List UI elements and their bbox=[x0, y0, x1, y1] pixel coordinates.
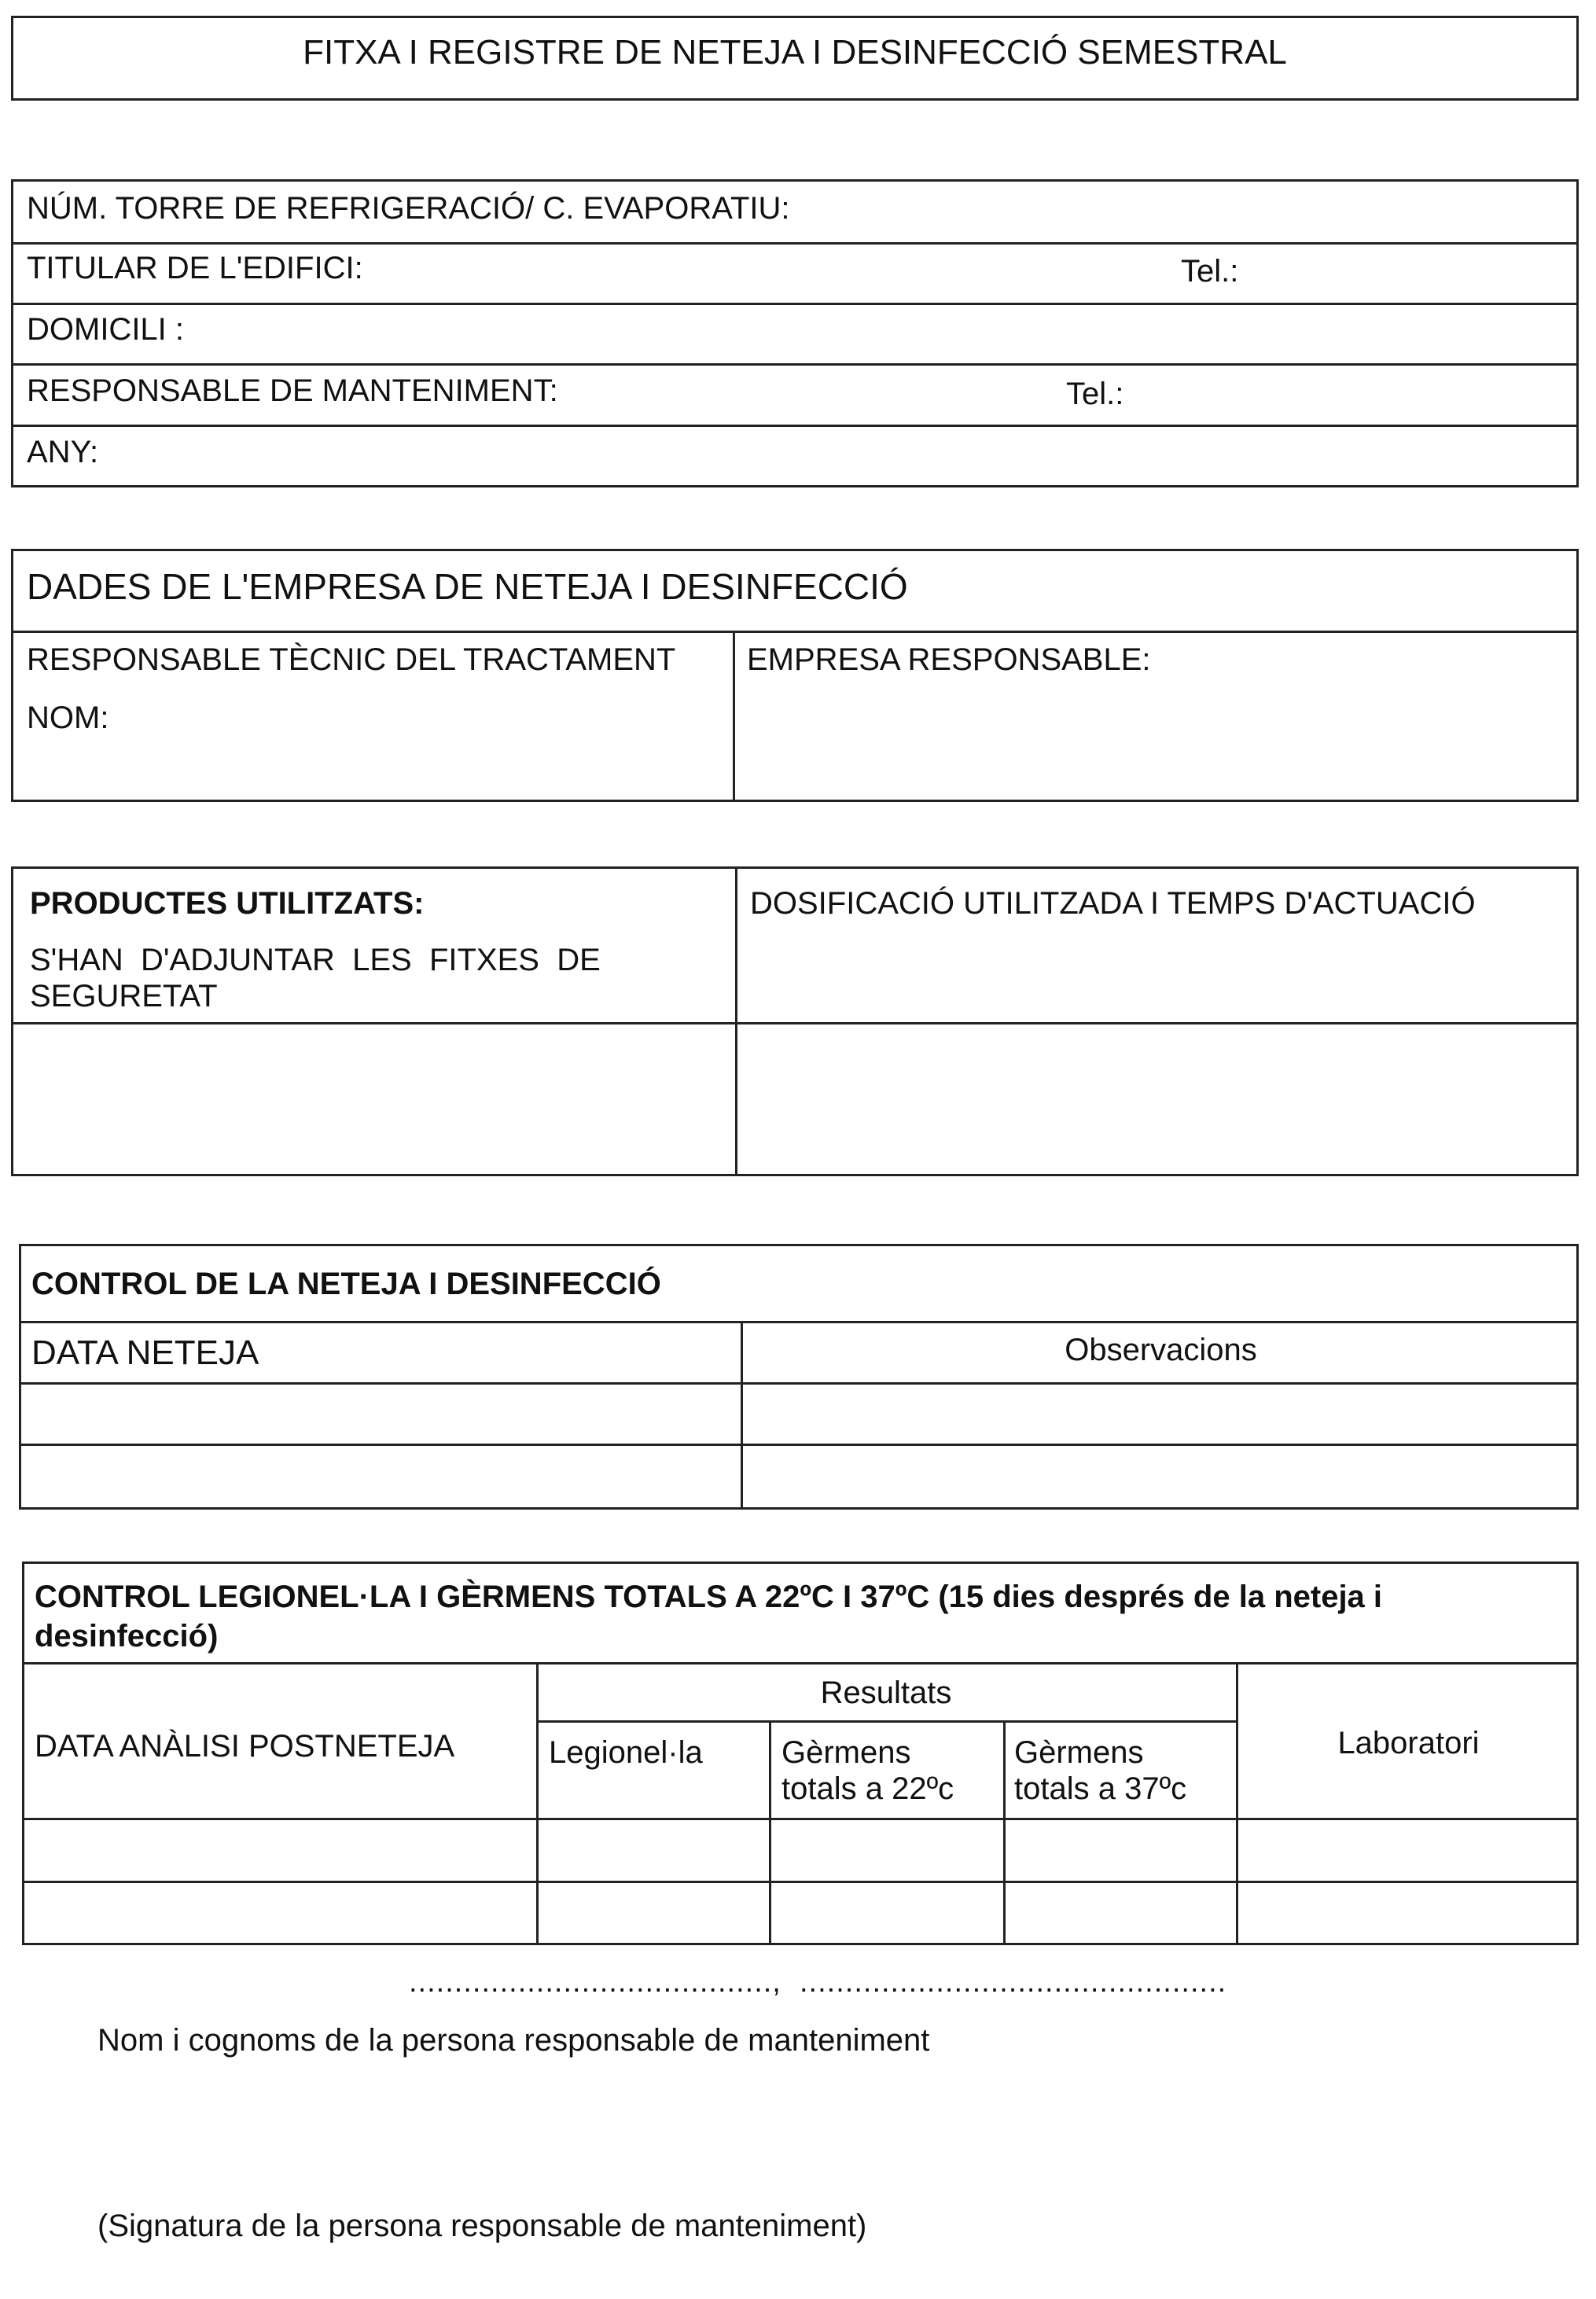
germs-22-cell[interactable] bbox=[774, 1885, 998, 1940]
laboratory-cell[interactable] bbox=[1241, 1823, 1574, 1876]
divider bbox=[11, 631, 1579, 633]
divider bbox=[735, 866, 737, 1176]
divider bbox=[11, 242, 1579, 245]
divider bbox=[11, 303, 1579, 305]
responsible-company-field[interactable]: EMPRESA RESPONSABLE: bbox=[747, 642, 1151, 677]
germs-37-header: Gèrmens bbox=[1014, 1735, 1144, 1770]
divider bbox=[22, 1662, 1579, 1664]
year-field[interactable]: ANY: bbox=[27, 435, 99, 469]
analysis-date-cell[interactable] bbox=[27, 1823, 531, 1876]
dosage-input-cell[interactable] bbox=[741, 1027, 1574, 1172]
germs-22-header: totals a 22ºc bbox=[781, 1771, 954, 1806]
divider bbox=[19, 1444, 1579, 1446]
divider bbox=[22, 1818, 1579, 1820]
signature-dotted-line[interactable]: ........................................, ............................................... bbox=[409, 1966, 1227, 1999]
legionella-control-heading: desinfecció) bbox=[35, 1619, 219, 1653]
owner-phone-field[interactable]: Tel.: bbox=[1181, 254, 1239, 289]
legionella-control-heading: CONTROL LEGIONEL·LA I GÈRMENS TOTALS A 22ºC I 37ºC (15 dies després de la neteja i bbox=[35, 1580, 1383, 1614]
divider bbox=[19, 1382, 1579, 1385]
dosage-label: DOSIFICACIÓ UTILITZADA I TEMPS D'ACTUACIÓ bbox=[750, 886, 1476, 921]
address-field[interactable]: DOMICILI : bbox=[27, 312, 185, 347]
germs-37-cell[interactable] bbox=[1008, 1823, 1231, 1876]
company-heading: DADES DE L'EMPRESA DE NETEJA I DESINFECCIÓ bbox=[27, 566, 908, 607]
divider bbox=[769, 1720, 771, 1945]
germs-37-header: totals a 37ºc bbox=[1014, 1771, 1187, 1806]
page-title: FITXA I REGISTRE DE NETEJA I DESINFECCIÓ SEMESTRAL bbox=[303, 33, 1287, 72]
divider bbox=[11, 1022, 1579, 1024]
building-owner-field[interactable]: TITULAR DE L'EDIFICI: bbox=[27, 251, 363, 285]
maintenance-manager-field[interactable]: RESPONSABLE DE MANTENIMENT: bbox=[27, 373, 558, 408]
safety-sheets-note: SEGURETAT bbox=[30, 979, 218, 1013]
divider bbox=[22, 1881, 1579, 1883]
legionella-cell[interactable] bbox=[541, 1823, 764, 1876]
observations-cell[interactable] bbox=[745, 1387, 1574, 1440]
laboratory-header: Laboratori bbox=[1337, 1726, 1480, 1760]
legionella-header: Legionel·la bbox=[549, 1735, 703, 1770]
technical-manager-label: RESPONSABLE TÈCNIC DEL TRACTAMENT bbox=[27, 642, 676, 677]
divider bbox=[1236, 1662, 1238, 1945]
divider bbox=[536, 1720, 1236, 1723]
divider bbox=[19, 1321, 1579, 1323]
signature-caption: (Signatura de la persona responsable de manteniment) bbox=[97, 2209, 867, 2243]
legionella-cell[interactable] bbox=[541, 1885, 764, 1940]
germs-22-header: Gèrmens bbox=[781, 1735, 911, 1770]
tower-number-field[interactable]: NÚM. TORRE DE REFRIGERACIÓ/ C. EVAPORATIU: bbox=[27, 191, 790, 226]
products-heading: PRODUCTES UTILITZATS: bbox=[30, 886, 425, 921]
cleaning-date-cell[interactable] bbox=[24, 1387, 736, 1440]
observations-cell[interactable] bbox=[745, 1448, 1574, 1505]
cleaning-date-header: DATA NETEJA bbox=[31, 1333, 259, 1372]
technical-manager-name-field[interactable]: NOM: bbox=[27, 701, 109, 735]
cleaning-control-heading: CONTROL DE LA NETEJA I DESINFECCIÓ bbox=[31, 1267, 661, 1301]
safety-sheets-note: S'HAN D'ADJUNTAR LES FITXES DE bbox=[30, 943, 601, 977]
manager-phone-field[interactable]: Tel.: bbox=[1066, 377, 1124, 411]
manager-name-caption: Nom i cognoms de la persona responsable de manteniment bbox=[97, 2023, 930, 2058]
divider bbox=[1003, 1720, 1006, 1945]
results-header: Resultats bbox=[820, 1676, 952, 1710]
germs-22-cell[interactable] bbox=[774, 1823, 998, 1876]
cleaning-date-cell[interactable] bbox=[24, 1448, 736, 1505]
germs-37-cell[interactable] bbox=[1008, 1885, 1231, 1940]
divider bbox=[733, 631, 735, 802]
laboratory-cell[interactable] bbox=[1241, 1885, 1574, 1940]
analysis-date-cell[interactable] bbox=[27, 1885, 531, 1940]
observations-header: Observacions bbox=[1065, 1333, 1257, 1367]
divider bbox=[11, 363, 1579, 366]
analysis-date-header: DATA ANÀLISI POSTNETEJA bbox=[35, 1729, 455, 1764]
divider bbox=[11, 425, 1579, 427]
products-input-cell[interactable] bbox=[16, 1027, 731, 1172]
